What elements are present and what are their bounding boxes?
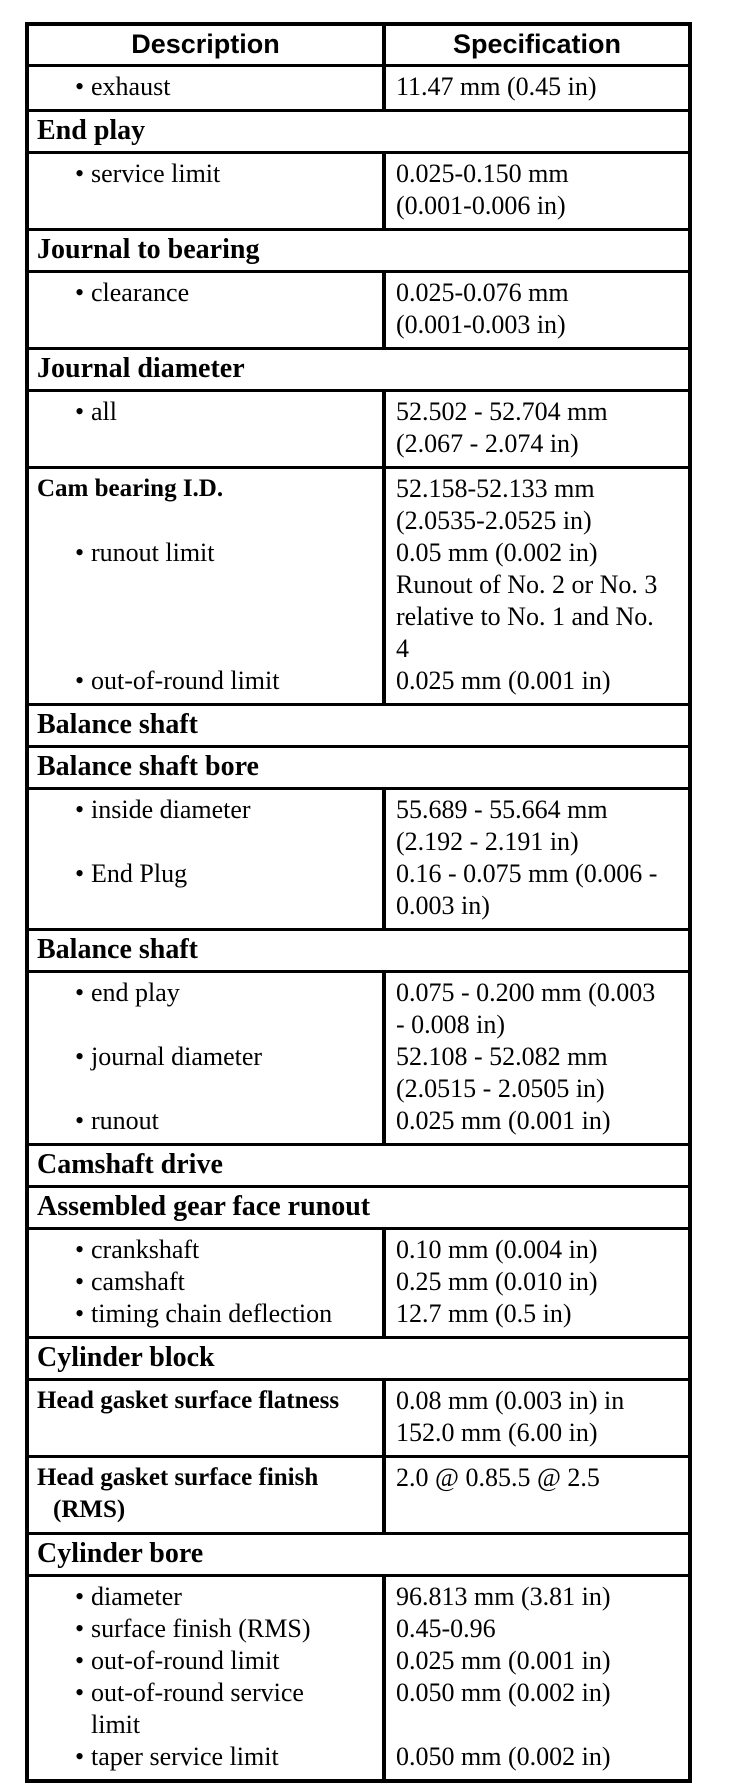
section-row: Cylinder block	[29, 1336, 688, 1378]
section-row: Balance shaft	[29, 928, 688, 970]
spec-cell	[386, 1041, 688, 1105]
description-cell	[29, 469, 386, 537]
spec-cell	[386, 858, 688, 928]
spec-line: (0.001-0.003 in)	[396, 310, 566, 339]
spec-cell	[386, 67, 688, 109]
spec-line: 0.45-0.96	[396, 1614, 496, 1643]
spec-cell	[386, 1381, 688, 1455]
spec-entry-row	[29, 1458, 688, 1532]
table-row	[29, 64, 688, 109]
description-text: taper service limit	[91, 1742, 279, 1771]
section-row: Camshaft drive	[29, 1143, 688, 1185]
spec-line: 0.025-0.076 mm	[396, 278, 569, 307]
description-cell	[29, 1266, 386, 1298]
description-cell	[29, 973, 386, 1041]
description-cell	[29, 665, 386, 703]
description-line	[75, 1741, 382, 1773]
spec-cell	[386, 469, 688, 537]
spec-line: 0.16 - 0.075 mm (0.006 -	[396, 859, 658, 888]
description-line	[75, 158, 382, 190]
bullet-icon: •	[75, 859, 85, 888]
spec-line: 52.502 - 52.704 mm	[396, 397, 608, 426]
spec-entry-row	[29, 1266, 688, 1298]
description-line	[75, 277, 382, 309]
description-text: surface finish (RMS)	[91, 1614, 311, 1643]
description-cell	[29, 1677, 386, 1741]
spec-cell	[386, 790, 688, 858]
spec-entry-row	[29, 1105, 688, 1143]
description-line	[75, 1709, 382, 1741]
bullet-icon: •	[75, 1678, 85, 1707]
description-line	[75, 1234, 382, 1266]
description-text: End Plug	[91, 859, 188, 888]
spec-line: 0.25 mm (0.010 in)	[396, 1267, 598, 1296]
spec-entry-row	[29, 1645, 688, 1677]
description-text: Head gasket surface flatness	[37, 1387, 340, 1414]
description-text: Head gasket surface finish	[37, 1464, 319, 1491]
spec-line: 0.075 - 0.200 mm (0.003	[396, 978, 656, 1007]
spec-line: 4	[396, 634, 409, 663]
bullet-icon: •	[75, 666, 85, 695]
bullet-icon: •	[75, 1299, 85, 1328]
description-line	[75, 1613, 382, 1645]
spec-line: Runout of No. 2 or No. 3	[396, 570, 658, 599]
table-row	[29, 1574, 688, 1779]
description-cell	[29, 1741, 386, 1779]
description-cell	[29, 1298, 386, 1336]
description-line	[75, 1645, 382, 1677]
description-line	[75, 1581, 382, 1613]
bullet-icon: •	[75, 1582, 85, 1611]
spec-entry-row	[29, 154, 688, 228]
spec-cell	[386, 1458, 688, 1532]
spec-entry-row	[29, 1381, 688, 1455]
spec-line: (2.0535-2.0525 in)	[396, 506, 592, 535]
spec-entry-row	[29, 1041, 688, 1105]
description-line	[75, 665, 382, 697]
description-line	[75, 1298, 382, 1330]
spec-cell	[386, 1230, 688, 1266]
description-line	[75, 71, 382, 103]
description-line	[75, 977, 382, 1009]
spec-cell	[386, 154, 688, 228]
description-column-header: Description	[29, 26, 386, 64]
spec-line: 0.050 mm (0.002 in)	[396, 1678, 611, 1707]
description-text: end play	[91, 978, 180, 1007]
description-text: inside diameter	[91, 795, 251, 824]
spec-entry-row	[29, 392, 688, 466]
bullet-icon: •	[75, 978, 85, 1007]
description-text: all	[91, 397, 117, 426]
bullet-icon: •	[75, 538, 85, 567]
description-text: out-of-round service	[91, 1678, 304, 1707]
spec-line: 55.689 - 55.664 mm	[396, 795, 608, 824]
description-line	[75, 396, 382, 428]
spec-line: (2.192 - 2.191 in)	[396, 827, 579, 856]
description-line	[75, 1266, 382, 1298]
section-row: Balance shaft	[29, 703, 688, 745]
spec-entry-row	[29, 1577, 688, 1613]
section-row: Journal diameter	[29, 347, 688, 389]
bullet-icon: •	[75, 1235, 85, 1264]
bullet-icon: •	[75, 1106, 85, 1135]
spec-line: relative to No. 1 and No.	[396, 602, 654, 631]
spec-line: 0.05 mm (0.002 in)	[396, 538, 598, 567]
table-row	[29, 1378, 688, 1455]
spec-entry-row	[29, 1298, 688, 1336]
spec-entry-row	[29, 273, 688, 347]
description-text: runout	[91, 1106, 159, 1135]
description-cell	[29, 154, 386, 228]
spec-cell	[386, 392, 688, 466]
spec-entry-row	[29, 537, 688, 665]
section-row: Assembled gear face runout	[29, 1185, 688, 1227]
description-text: out-of-round limit	[91, 666, 280, 695]
description-cell	[29, 67, 386, 109]
bullet-icon: •	[75, 1267, 85, 1296]
description-line	[75, 1041, 382, 1073]
description-text: out-of-round limit	[91, 1646, 280, 1675]
description-text: crankshaft	[91, 1235, 200, 1264]
bullet-icon: •	[75, 795, 85, 824]
spec-cell	[386, 1298, 688, 1336]
spec-line: 0.050 mm (0.002 in)	[396, 1742, 611, 1771]
spec-entry-row	[29, 790, 688, 858]
spec-line: 152.0 mm (6.00 in)	[396, 1418, 598, 1447]
table-row	[29, 270, 688, 347]
spec-entry-row	[29, 665, 688, 703]
description-cell	[29, 1381, 386, 1455]
description-line	[75, 858, 382, 890]
spec-cell	[386, 1645, 688, 1677]
spec-line: 2.0 @ 0.85.5 @ 2.5	[396, 1463, 600, 1492]
description-text: journal diameter	[91, 1042, 263, 1071]
section-row: Journal to bearing	[29, 228, 688, 270]
bullet-icon: •	[75, 1742, 85, 1771]
spec-table	[25, 22, 692, 1783]
spec-cell	[386, 1577, 688, 1613]
table-row	[29, 787, 688, 928]
description-line	[37, 1385, 382, 1417]
spec-line: (2.067 - 2.074 in)	[396, 429, 579, 458]
description-text: limit	[91, 1710, 141, 1739]
description-cell	[29, 1645, 386, 1677]
description-text: clearance	[91, 278, 190, 307]
spec-cell	[386, 1677, 688, 1741]
section-row: End play	[29, 109, 688, 151]
table-header-row	[29, 26, 688, 64]
description-cell	[29, 1577, 386, 1613]
description-text: timing chain deflection	[91, 1299, 333, 1328]
description-text: exhaust	[91, 72, 171, 101]
spec-line: 0.025 mm (0.001 in)	[396, 666, 611, 695]
description-line	[75, 1677, 382, 1709]
spec-line: 52.158-52.133 mm	[396, 474, 595, 503]
section-row: Balance shaft bore	[29, 745, 688, 787]
spec-line: (2.0515 - 2.0505 in)	[396, 1074, 605, 1103]
spec-line: 0.08 mm (0.003 in) in	[396, 1386, 625, 1415]
description-line	[37, 473, 382, 505]
table-row	[29, 970, 688, 1143]
spec-line: 52.108 - 52.082 mm	[396, 1042, 608, 1071]
spec-line: 0.10 mm (0.004 in)	[396, 1235, 598, 1264]
spec-line: 0.025 mm (0.001 in)	[396, 1106, 611, 1135]
table-row	[29, 1455, 688, 1532]
table-row	[29, 466, 688, 703]
bullet-icon: •	[75, 1614, 85, 1643]
bullet-icon: •	[75, 278, 85, 307]
spec-entry-row	[29, 1613, 688, 1645]
table-row	[29, 1227, 688, 1336]
spec-line: 11.47 mm (0.45 in)	[396, 72, 597, 101]
description-cell	[29, 858, 386, 928]
spec-line: 0.025-0.150 mm	[396, 159, 569, 188]
description-text: camshaft	[91, 1267, 185, 1296]
spec-cell	[386, 537, 688, 665]
spec-cell	[386, 273, 688, 347]
bullet-icon: •	[75, 1646, 85, 1675]
spec-entry-row	[29, 1677, 688, 1741]
spec-cell	[386, 973, 688, 1041]
spec-cell	[386, 1266, 688, 1298]
description-line	[37, 1494, 382, 1526]
description-cell	[29, 392, 386, 466]
spec-entry-row	[29, 1741, 688, 1779]
spec-line: 12.7 mm (0.5 in)	[396, 1299, 572, 1328]
description-cell	[29, 1105, 386, 1143]
description-line	[75, 537, 382, 569]
description-line	[75, 1105, 382, 1137]
spec-cell	[386, 1741, 688, 1779]
table-row	[29, 389, 688, 466]
description-cell	[29, 273, 386, 347]
bullet-icon: •	[75, 72, 85, 101]
spec-line: 0.025 mm (0.001 in)	[396, 1646, 611, 1675]
spec-entry-row	[29, 67, 688, 109]
description-text: (RMS)	[53, 1496, 126, 1523]
bullet-icon: •	[75, 159, 85, 188]
spec-line: 0.003 in)	[396, 891, 490, 920]
description-cell	[29, 537, 386, 665]
spec-entry-row	[29, 973, 688, 1041]
description-line	[75, 794, 382, 826]
description-text: service limit	[91, 159, 221, 188]
spec-line: 96.813 mm (3.81 in)	[396, 1582, 611, 1611]
table-row	[29, 151, 688, 228]
description-cell	[29, 790, 386, 858]
specification-column-header: Specification	[452, 29, 622, 59]
spec-entry-row	[29, 1230, 688, 1266]
bullet-icon: •	[75, 1042, 85, 1071]
description-cell	[29, 1041, 386, 1105]
spec-line: - 0.008 in)	[396, 1010, 506, 1039]
description-line	[37, 1462, 382, 1494]
section-row: Cylinder bore	[29, 1532, 688, 1574]
spec-cell	[386, 1613, 688, 1645]
description-cell	[29, 1613, 386, 1645]
description-cell	[29, 1230, 386, 1266]
spec-line: (0.001-0.006 in)	[396, 191, 566, 220]
spec-entry-row	[29, 858, 688, 928]
description-text: diameter	[91, 1582, 182, 1611]
description-text: Cam bearing I.D.	[37, 475, 224, 502]
spec-entry-row	[29, 469, 688, 537]
spec-cell	[386, 665, 688, 703]
bullet-icon: •	[75, 397, 85, 426]
description-text: runout limit	[91, 538, 215, 567]
spec-cell	[386, 1105, 688, 1143]
description-cell	[29, 1458, 386, 1532]
